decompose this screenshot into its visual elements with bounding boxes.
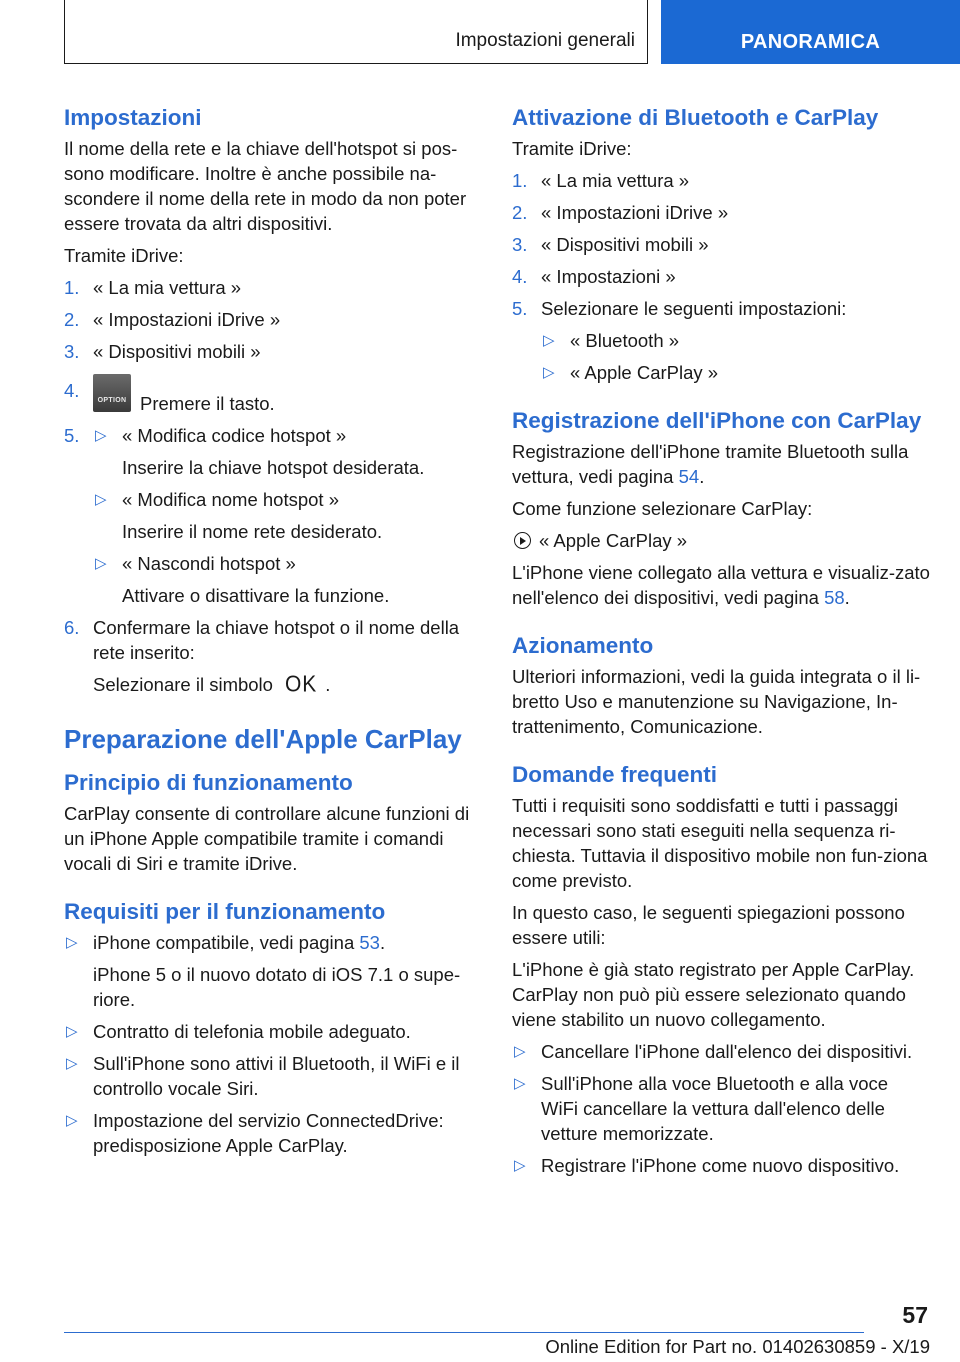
step-4 (64, 378, 482, 416)
para-tramite-idrive: Tramite iDrive: (64, 245, 184, 266)
list-item-text: Sull'iPhone alla voce Bluetooth e alla voce WiFi cancellare la vettura dall'elenco delle vetture memorizzate. (541, 1073, 889, 1144)
page-number: 57 (902, 1302, 928, 1328)
step-text: Confermare la chiave hotspot o il nome della rete inserito: (93, 617, 460, 663)
ok-symbol-icon: OK (284, 672, 318, 697)
triangle-bullet-icon: ▷ (543, 332, 555, 349)
page-link-58[interactable]: 58 (824, 587, 845, 608)
step-number: 1. (512, 170, 528, 191)
step-6 (64, 615, 482, 697)
heading-preparazione-carplay: Preparazione dell'Apple CarPlay (64, 724, 462, 754)
step-3 (64, 339, 482, 364)
list-item-text: « Bluetooth » (570, 330, 680, 351)
para-faq-1: Tutti i requisiti sono soddisfatti e tutti i passaggi necessari sono stati eseguiti nella sequenza ri-chiesta. Tuttavia il dispositivo mobile non fun-ziona come previsto. (512, 795, 928, 891)
step-number: 1. (64, 277, 80, 298)
para-faq-3: L'iPhone è già stato registrato per Apple CarPlay. CarPlay non può più essere selezionato quando viene stabilito un nuovo collegamento. (512, 959, 915, 1030)
triangle-bullet-icon: ▷ (66, 1023, 78, 1040)
right-column (512, 104, 930, 1185)
step-text: « La mia vettura » (541, 170, 690, 191)
heading-attivazione: Attivazione di Bluetooth e CarPlay (512, 105, 879, 130)
step-number: 3. (512, 234, 528, 255)
step-number: 5. (512, 298, 528, 319)
list-item (93, 551, 482, 608)
step-text: « Impostazioni iDrive » (541, 202, 729, 223)
list-item-text: « Modifica codice hotspot » (122, 425, 347, 446)
step-number: 4. (512, 266, 528, 287)
heading-registrazione: Registrazione dell'iPhone con CarPlay (512, 408, 922, 433)
list-item-text: Sull'iPhone sono attivi il Bluetooth, il WiFi e il controllo vocale Siri. (93, 1053, 460, 1099)
header-tab-label: PANORAMICA (740, 31, 881, 53)
heading-domande-frequenti: Domande frequenti (512, 762, 718, 787)
triangle-bullet-icon: ▷ (95, 427, 107, 444)
triangle-bullet-icon: ▷ (66, 934, 78, 951)
list-item (541, 328, 930, 353)
para-principle: CarPlay consente di controllare alcune funzioni di un iPhone Apple compatibile tramite i comandi vocali di Siri e tramite iDrive. (64, 803, 470, 874)
step-number: 3. (64, 341, 80, 362)
step-1 (512, 168, 930, 193)
para-register: Registrazione dell'iPhone tramite Bluetooth sulla vettura, vedi pagina 54. (512, 441, 909, 487)
list-item-text: « Nascondi hotspot » (122, 553, 296, 574)
step-text: Selezionare le seguenti impostazioni: (541, 298, 847, 319)
heading-requisiti: Requisiti per il funzionamento (64, 899, 386, 924)
list-item (93, 487, 482, 544)
para-operation: Ulteriori informazioni, vedi la guida integrata o il li-bretto Uso e manutenzione su Navigazione, In-trattenimento, Comunicazione. (512, 666, 921, 737)
triangle-bullet-icon: ▷ (95, 555, 107, 572)
para-apple-carplay: « Apple CarPlay » (512, 528, 930, 553)
triangle-bullet-icon: ▷ (514, 1075, 526, 1092)
step-number: 5. (64, 425, 80, 446)
step-2 (64, 307, 482, 332)
para-faq-2: In questo caso, le seguenti spiegazioni possono essere utili: (512, 902, 905, 948)
list-item-sub: iPhone 5 o il nuovo dotato di iOS 7.1 o supe-riore. (93, 964, 461, 1010)
step-text: Premere il tasto. (140, 393, 275, 414)
triangle-bullet-icon: ▷ (543, 364, 555, 381)
list-item (512, 1153, 930, 1178)
step-text: « Dispositivi mobili » (93, 341, 261, 362)
step-sub: Selezionare il simbolo OK . (93, 672, 331, 697)
para-function: Come funzione selezionare CarPlay: (512, 498, 813, 519)
para-tramite-idrive: Tramite iDrive: (512, 138, 632, 159)
heading-principio: Principio di funzionamento (64, 770, 353, 795)
list-item (93, 423, 482, 480)
triangle-bullet-icon: ▷ (514, 1157, 526, 1174)
list-item-text: « Apple CarPlay » (570, 362, 719, 383)
triangle-bullet-icon: ▷ (95, 491, 107, 508)
step-number: 4. (64, 380, 80, 401)
step-number: 6. (64, 617, 80, 638)
left-column (64, 104, 482, 1165)
footer-edition: Online Edition for Part no. 01402630859 - X/19 (545, 1336, 930, 1357)
step-4 (512, 264, 930, 289)
list-item-text: Cancellare l'iPhone dall'elenco dei dispositivi. (541, 1041, 913, 1062)
list-item (64, 1051, 482, 1101)
para-connected: L'iPhone viene collegato alla vettura e visualiz-zato nell'elenco dei dispositivi, vedi pagina 58. (512, 562, 930, 608)
list-item (512, 1039, 930, 1064)
list-item-sub: Inserire il nome rete desiderato. (122, 521, 383, 542)
heading-azionamento: Azionamento (512, 633, 654, 658)
step-text: « Dispositivi mobili » (541, 234, 709, 255)
step-5 (64, 423, 482, 608)
list-item-text: Impostazione del servizio ConnectedDrive: predisposizione Apple CarPlay. (93, 1110, 444, 1156)
list-item: ▷ iPhone compatibile, vedi pagina 53. iPhone 5 o il nuovo dotato di iOS 7.1 o supe-riore. (64, 930, 482, 1012)
list-item-text: « Modifica nome hotspot » (122, 489, 339, 510)
step-text: « Impostazioni » (541, 266, 676, 287)
step-number: 2. (512, 202, 528, 223)
triangle-bullet-icon: ▷ (514, 1043, 526, 1060)
play-circle-icon (514, 532, 531, 549)
para-settings: Il nome della rete e la chiave dell'hotspot si pos-sono modificare. Inoltre è anche possibile na-scondere il nome della rete in modo da non poter essere trovata da altri dispositivi. (64, 138, 467, 234)
list-item (512, 1071, 930, 1146)
step-text: « Impostazioni iDrive » (93, 309, 281, 330)
step-3 (512, 232, 930, 257)
footer-divider (64, 1332, 864, 1333)
step-2 (512, 200, 930, 225)
step-text: « La mia vettura » (93, 277, 242, 298)
list-item-sub: Inserire la chiave hotspot desiderata. (122, 457, 425, 478)
step-1 (64, 275, 482, 300)
page-link-54[interactable]: 54 (678, 466, 700, 487)
header-section-title: Impostazioni generali (455, 30, 635, 51)
list-item-sub: Attivare o disattivare la funzione. (122, 585, 390, 606)
triangle-bullet-icon: ▷ (66, 1055, 78, 1072)
list-item (541, 360, 930, 385)
page-link-53[interactable]: 53 (359, 932, 380, 953)
list-item (64, 1019, 482, 1044)
triangle-bullet-icon: ▷ (66, 1112, 78, 1129)
header-section-box (64, 0, 648, 64)
heading-impostazioni: Impostazioni (64, 105, 202, 130)
list-item-text: Contratto di telefonia mobile adeguato. (93, 1021, 411, 1042)
list-item (64, 1108, 482, 1158)
list-item-text: Registrare l'iPhone come nuovo dispositivo. (541, 1155, 900, 1176)
option-button-icon: OPTION (93, 374, 131, 412)
step-5 (512, 296, 930, 385)
step-number: 2. (64, 309, 80, 330)
header-tab-panoramica[interactable] (661, 0, 960, 64)
